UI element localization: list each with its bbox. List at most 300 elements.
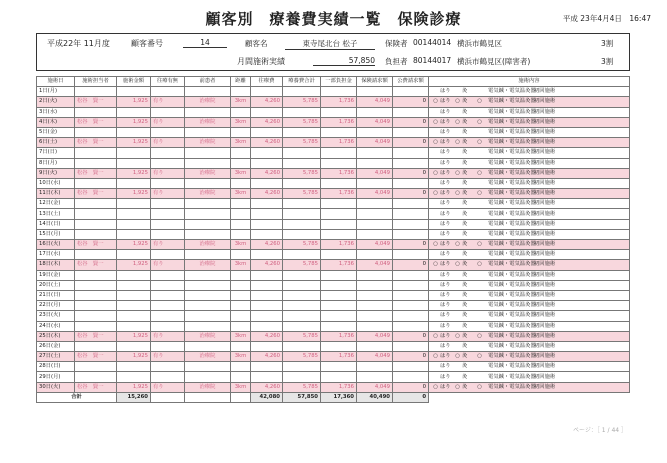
treatment-mark: ○ — [433, 169, 438, 176]
copay-cell — [321, 127, 357, 137]
staff-cell: 松谷 賢一 — [75, 260, 117, 270]
prev-patient-cell — [185, 127, 231, 137]
distance-cell — [231, 250, 251, 260]
acupuncture-label: はり — [440, 159, 451, 166]
insurance-claim-cell: 4,049 — [357, 138, 393, 148]
travel-fee-cell — [251, 362, 283, 372]
amount-cell — [117, 209, 151, 219]
staff-cell — [75, 270, 117, 280]
acupuncture-label: はり — [440, 129, 451, 136]
travel-fee-cell — [251, 87, 283, 97]
travel-fee-cell — [251, 178, 283, 188]
insurance-claim-cell — [357, 280, 393, 290]
amount-cell — [117, 178, 151, 188]
copay-cell: 1,736 — [321, 352, 357, 362]
distance-cell — [231, 341, 251, 351]
copay-cell: 1,736 — [321, 260, 357, 270]
total-cell — [283, 199, 321, 209]
first-treatment-label: 初回施術 — [534, 302, 556, 309]
moxibustion-label: 灸 — [462, 159, 468, 166]
distance-cell: 3km — [231, 168, 251, 178]
treatment-mark: ○ — [477, 241, 482, 248]
date-cell: 28日(日) — [37, 362, 75, 372]
electric-therapy-label: 電気鍼・電気温灸器 — [488, 332, 536, 339]
treatment-content-cell — [429, 362, 630, 372]
prev-patient-cell — [185, 280, 231, 290]
public-claim-cell — [393, 321, 429, 331]
table-row — [37, 158, 630, 168]
travel-fee-cell — [251, 209, 283, 219]
prev-patient-cell — [185, 311, 231, 321]
acupuncture-label: はり — [440, 118, 451, 125]
travel-fee-cell — [251, 199, 283, 209]
insurance-claim-cell: 4,049 — [357, 189, 393, 199]
travel-cell — [151, 270, 185, 280]
electric-therapy-label: 電気鍼・電気温灸器 — [488, 342, 536, 349]
moxibustion-label: 灸 — [462, 190, 468, 197]
acupuncture-label: はり — [440, 332, 451, 339]
total-cell — [283, 250, 321, 260]
travel-cell — [151, 107, 185, 117]
travel-cell — [151, 341, 185, 351]
treatment-content-cell — [429, 97, 630, 107]
insurance-claim-cell — [357, 270, 393, 280]
amount-cell: 1,925 — [117, 382, 151, 392]
amount-cell: 1,925 — [117, 189, 151, 199]
treatment-mark: ○ — [433, 353, 438, 360]
insurance-claim-cell — [357, 87, 393, 97]
treatment-mark: ○ — [477, 139, 482, 146]
treatment-mark: ○ — [455, 353, 460, 360]
copay-cell: 1,736 — [321, 117, 357, 127]
date-cell: 23日(火) — [37, 311, 75, 321]
distance-cell: 3km — [231, 240, 251, 250]
electric-therapy-label: 電気鍼・電気温灸器 — [488, 261, 536, 268]
total-cell: 5,785 — [283, 117, 321, 127]
moxibustion-label: 灸 — [462, 322, 468, 329]
moxibustion-label: 灸 — [462, 88, 468, 95]
insurance-claim-cell — [357, 341, 393, 351]
prev-patient-cell — [185, 229, 231, 239]
distance-cell: 3km — [231, 117, 251, 127]
treatment-content-cell — [429, 372, 630, 382]
copay-cell — [321, 270, 357, 280]
table-row — [37, 168, 630, 178]
table-row — [37, 331, 630, 341]
copay-cell — [321, 158, 357, 168]
moxibustion-label: 灸 — [462, 261, 468, 268]
insurance-claim-cell: 4,049 — [357, 240, 393, 250]
treatment-mark: ○ — [433, 383, 438, 390]
treatment-content-cell — [429, 290, 630, 300]
travel-cell: 有り — [151, 260, 185, 270]
col-header: 療養費合計 — [283, 77, 321, 87]
prev-patient-cell — [185, 209, 231, 219]
travel-cell: 有り — [151, 382, 185, 392]
total-cell — [283, 290, 321, 300]
amount-cell: 1,925 — [117, 97, 151, 107]
col-header: 前患者 — [185, 77, 231, 87]
date-cell: 18日(木) — [37, 260, 75, 270]
total-cell — [283, 270, 321, 280]
distance-cell — [231, 280, 251, 290]
prev-patient-cell — [185, 290, 231, 300]
table-row — [37, 178, 630, 188]
first-treatment-label: 初回施術 — [534, 373, 556, 380]
first-treatment-label: 初回施術 — [534, 190, 556, 197]
moxibustion-label: 灸 — [462, 312, 468, 319]
distance-cell: 3km — [231, 382, 251, 392]
acupuncture-label: はり — [440, 353, 451, 360]
first-treatment-label: 初回施術 — [534, 271, 556, 278]
amount-cell — [117, 87, 151, 97]
staff-cell: 松谷 賢一 — [75, 168, 117, 178]
staff-cell: 松谷 賢一 — [75, 117, 117, 127]
treatment-content-cell — [429, 209, 630, 219]
copay-cell — [321, 341, 357, 351]
table-row — [37, 362, 630, 372]
acupuncture-label: はり — [440, 342, 451, 349]
public-claim-cell — [393, 250, 429, 260]
date-cell: 6日(土) — [37, 138, 75, 148]
electric-therapy-label: 電気鍼・電気温灸器 — [488, 220, 536, 227]
treatment-content-cell — [429, 280, 630, 290]
date-cell: 7日(日) — [37, 148, 75, 158]
date-cell: 27日(土) — [37, 352, 75, 362]
copay-cell: 1,736 — [321, 138, 357, 148]
moxibustion-label: 灸 — [462, 281, 468, 288]
distance-cell — [231, 311, 251, 321]
acupuncture-label: はり — [440, 149, 451, 156]
moxibustion-label: 灸 — [462, 353, 468, 360]
first-treatment-label: 初回施術 — [534, 88, 556, 95]
staff-cell — [75, 362, 117, 372]
table-row — [37, 117, 630, 127]
insurance-claim-cell — [357, 199, 393, 209]
staff-cell: 松谷 賢一 — [75, 240, 117, 250]
travel-cell: 有り — [151, 331, 185, 341]
moxibustion-label: 灸 — [462, 271, 468, 278]
distance-cell — [231, 229, 251, 239]
first-treatment-label: 初回施術 — [534, 159, 556, 166]
electric-therapy-label: 電気鍼・電気温灸器 — [488, 251, 536, 258]
monthly-label: 月間施術実績 — [237, 57, 285, 66]
date-cell: 15日(月) — [37, 229, 75, 239]
treatment-content-cell — [429, 311, 630, 321]
first-treatment-label: 初回施術 — [534, 200, 556, 207]
moxibustion-label: 灸 — [462, 383, 468, 390]
total-cell — [283, 178, 321, 188]
date-cell: 9日(火) — [37, 168, 75, 178]
customer-name: 東寺尾北台 松子 — [285, 38, 375, 50]
travel-fee-cell: 4,260 — [251, 260, 283, 270]
public-claim-cell — [393, 219, 429, 229]
electric-therapy-label: 電気鍼・電気温灸器 — [488, 322, 536, 329]
amount-cell — [117, 280, 151, 290]
date-cell: 12日(金) — [37, 199, 75, 209]
amount-cell: 1,925 — [117, 117, 151, 127]
travel-fee-cell — [251, 158, 283, 168]
travel-fee-cell: 4,260 — [251, 97, 283, 107]
treatment-mark: ○ — [477, 261, 482, 268]
staff-cell — [75, 372, 117, 382]
moxibustion-label: 灸 — [462, 129, 468, 136]
distance-cell: 3km — [231, 97, 251, 107]
date-cell: 26日(金) — [37, 341, 75, 351]
insurance-claim-cell — [357, 209, 393, 219]
acupuncture-label: はり — [440, 169, 451, 176]
travel-fee-cell: 4,260 — [251, 382, 283, 392]
electric-therapy-label: 電気鍼・電気温灸器 — [488, 363, 536, 370]
treatment-mark: ○ — [433, 241, 438, 248]
public-claim-cell: 0 — [393, 168, 429, 178]
amount-cell — [117, 341, 151, 351]
travel-cell — [151, 209, 185, 219]
staff-cell — [75, 290, 117, 300]
prev-patient-cell: 治療院 — [185, 138, 231, 148]
travel-cell — [151, 280, 185, 290]
public-claim-cell — [393, 362, 429, 372]
staff-cell: 松谷 賢一 — [75, 352, 117, 362]
moxibustion-label: 灸 — [462, 108, 468, 115]
public-claim-cell — [393, 178, 429, 188]
staff-cell — [75, 127, 117, 137]
travel-cell — [151, 229, 185, 239]
amount-cell — [117, 219, 151, 229]
amount-cell: 1,925 — [117, 352, 151, 362]
first-treatment-label: 初回施術 — [534, 179, 556, 186]
treatment-mark: ○ — [455, 139, 460, 146]
treatment-mark: ○ — [477, 353, 482, 360]
moxibustion-label: 灸 — [462, 149, 468, 156]
amount-cell — [117, 127, 151, 137]
travel-fee-cell — [251, 280, 283, 290]
total-cell — [283, 341, 321, 351]
acupuncture-label: はり — [440, 179, 451, 186]
prev-patient-cell: 治療院 — [185, 382, 231, 392]
insurer-name: 横浜市鶴見区 — [457, 39, 502, 48]
amount-cell: 1,925 — [117, 138, 151, 148]
travel-fee-cell — [251, 321, 283, 331]
prev-patient-cell: 治療院 — [185, 352, 231, 362]
travel-fee-cell: 4,260 — [251, 352, 283, 362]
travel-cell — [151, 301, 185, 311]
moxibustion-label: 灸 — [462, 179, 468, 186]
public-claim-cell — [393, 301, 429, 311]
travel-fee-cell: 4,260 — [251, 117, 283, 127]
moxibustion-label: 灸 — [462, 98, 468, 105]
prev-patient-cell — [185, 178, 231, 188]
prev-patient-cell — [185, 148, 231, 158]
insurance-claim-cell — [357, 301, 393, 311]
public-claim-cell — [393, 148, 429, 158]
travel-cell: 有り — [151, 97, 185, 107]
amount-cell — [117, 321, 151, 331]
electric-therapy-label: 電気鍼・電気温灸器 — [488, 139, 536, 146]
moxibustion-label: 灸 — [462, 200, 468, 207]
total-cell: 5,785 — [283, 331, 321, 341]
public-claim-cell: 0 — [393, 260, 429, 270]
total-cell — [283, 209, 321, 219]
copay-cell — [321, 311, 357, 321]
prev-patient-cell: 治療院 — [185, 97, 231, 107]
moxibustion-label: 灸 — [462, 302, 468, 309]
prev-patient-cell — [185, 219, 231, 229]
electric-therapy-label: 電気鍼・電気温灸器 — [488, 179, 536, 186]
public-claim-cell — [393, 372, 429, 382]
totals-copay: 17,360 — [321, 392, 357, 402]
first-treatment-label: 初回施術 — [534, 292, 556, 299]
travel-cell — [151, 362, 185, 372]
travel-fee-cell — [251, 372, 283, 382]
date-cell: 22日(月) — [37, 301, 75, 311]
total-cell: 5,785 — [283, 138, 321, 148]
table-row — [37, 219, 630, 229]
treatment-content-cell — [429, 87, 630, 97]
treatment-content-cell — [429, 260, 630, 270]
staff-cell — [75, 250, 117, 260]
travel-cell — [151, 250, 185, 260]
treatment-mark: ○ — [433, 261, 438, 268]
total-cell: 5,785 — [283, 97, 321, 107]
acupuncture-label: はり — [440, 220, 451, 227]
date-cell: 16日(火) — [37, 240, 75, 250]
travel-fee-cell — [251, 219, 283, 229]
electric-therapy-label: 電気鍼・電気温灸器 — [488, 312, 536, 319]
public-claim-cell — [393, 270, 429, 280]
public-claim-cell — [393, 290, 429, 300]
public-claim-cell: 0 — [393, 97, 429, 107]
travel-cell: 有り — [151, 352, 185, 362]
prev-patient-cell — [185, 362, 231, 372]
staff-cell — [75, 321, 117, 331]
treatment-mark: ○ — [433, 332, 438, 339]
travel-fee-cell: 4,260 — [251, 138, 283, 148]
staff-cell — [75, 158, 117, 168]
electric-therapy-label: 電気鍼・電気温灸器 — [488, 149, 536, 156]
prev-patient-cell — [185, 270, 231, 280]
electric-therapy-label: 電気鍼・電気温灸器 — [488, 88, 536, 95]
treatment-content-cell — [429, 382, 630, 392]
first-treatment-label: 初回施術 — [534, 342, 556, 349]
table-row — [37, 138, 630, 148]
travel-cell: 有り — [151, 189, 185, 199]
copay-cell — [321, 301, 357, 311]
treatment-mark: ○ — [477, 98, 482, 105]
travel-fee-cell: 4,260 — [251, 240, 283, 250]
public-claim-cell — [393, 107, 429, 117]
moxibustion-label: 灸 — [462, 332, 468, 339]
treatment-mark: ○ — [455, 169, 460, 176]
insurance-claim-cell: 4,049 — [357, 117, 393, 127]
treatment-content-cell — [429, 229, 630, 239]
table-row — [37, 250, 630, 260]
table-row — [37, 148, 630, 158]
moxibustion-label: 灸 — [462, 139, 468, 146]
distance-cell: 3km — [231, 352, 251, 362]
date-cell: 13日(土) — [37, 209, 75, 219]
prev-patient-cell: 治療院 — [185, 331, 231, 341]
date-cell: 4日(木) — [37, 117, 75, 127]
amount-cell — [117, 290, 151, 300]
travel-cell — [151, 311, 185, 321]
treatment-mark: ○ — [477, 190, 482, 197]
date-cell: 24日(水) — [37, 321, 75, 331]
first-treatment-label: 初回施術 — [534, 261, 556, 268]
first-treatment-label: 初回施術 — [534, 363, 556, 370]
treatment-content-cell — [429, 219, 630, 229]
amount-cell — [117, 199, 151, 209]
staff-cell: 松谷 賢一 — [75, 138, 117, 148]
totals-row — [37, 392, 630, 402]
treatment-content-cell — [429, 127, 630, 137]
copay-cell — [321, 290, 357, 300]
electric-therapy-label: 電気鍼・電気温灸器 — [488, 353, 536, 360]
distance-cell — [231, 321, 251, 331]
treatment-content-cell — [429, 189, 630, 199]
travel-cell: 有り — [151, 168, 185, 178]
total-cell — [283, 158, 321, 168]
totals-total: 57,850 — [283, 392, 321, 402]
insurance-claim-cell — [357, 311, 393, 321]
treatment-content-cell — [429, 240, 630, 250]
copay-cell — [321, 178, 357, 188]
copay-cell — [321, 199, 357, 209]
public-claim-cell — [393, 127, 429, 137]
date-cell: 3日(水) — [37, 107, 75, 117]
distance-cell: 3km — [231, 260, 251, 270]
col-header: 施術内容 — [429, 77, 630, 87]
acupuncture-label: はり — [440, 241, 451, 248]
moxibustion-label: 灸 — [462, 292, 468, 299]
acupuncture-label: はり — [440, 302, 451, 309]
acupuncture-label: はり — [440, 363, 451, 370]
treatment-mark: ○ — [477, 383, 482, 390]
travel-cell — [151, 372, 185, 382]
treatment-content-cell — [429, 341, 630, 351]
prev-patient-cell — [185, 250, 231, 260]
table-row — [37, 382, 630, 392]
travel-cell — [151, 178, 185, 188]
travel-cell — [151, 87, 185, 97]
moxibustion-label: 灸 — [462, 373, 468, 380]
treatment-mark: ○ — [455, 98, 460, 105]
printed-datetime: 平成 23年4月4日 16:47 — [562, 14, 651, 23]
first-treatment-label: 初回施術 — [534, 220, 556, 227]
insurance-claim-cell — [357, 372, 393, 382]
date-cell: 1日(月) — [37, 87, 75, 97]
copay-cell: 1,736 — [321, 97, 357, 107]
treatment-content-cell — [429, 301, 630, 311]
first-treatment-label: 初回施術 — [534, 139, 556, 146]
total-cell — [283, 321, 321, 331]
total-cell — [283, 301, 321, 311]
insurance-claim-cell — [357, 148, 393, 158]
first-treatment-label: 初回施術 — [534, 383, 556, 390]
copay-cell — [321, 280, 357, 290]
moxibustion-label: 灸 — [462, 241, 468, 248]
date-cell: 5日(金) — [37, 127, 75, 137]
total-cell — [283, 311, 321, 321]
insurance-claim-cell: 4,049 — [357, 352, 393, 362]
electric-therapy-label: 電気鍼・電気温灸器 — [488, 108, 536, 115]
electric-therapy-label: 電気鍼・電気温灸器 — [488, 281, 536, 288]
total-cell: 5,785 — [283, 260, 321, 270]
public-claim-cell — [393, 199, 429, 209]
insurance-claim-cell — [357, 158, 393, 168]
insurance-claim-cell — [357, 290, 393, 300]
acupuncture-label: はり — [440, 373, 451, 380]
